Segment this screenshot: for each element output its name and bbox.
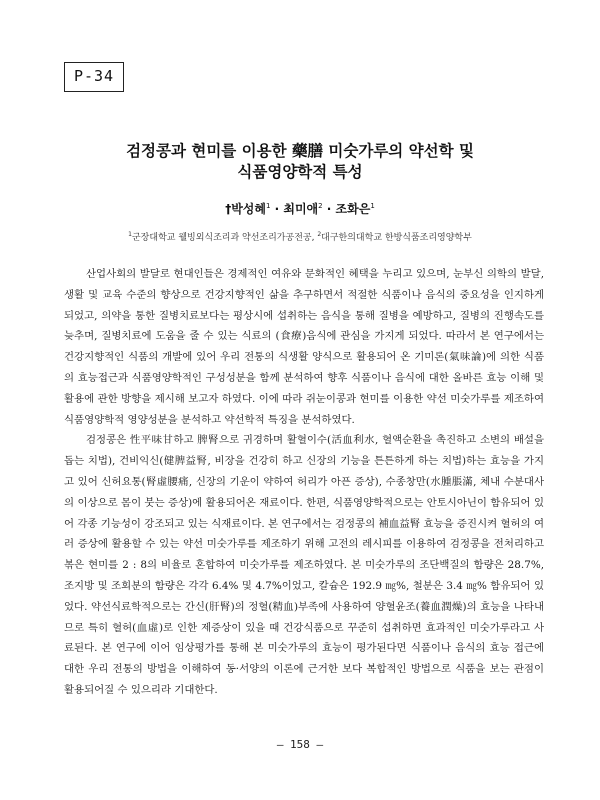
body-paragraph: 산업사회의 발달로 현대인들은 경제적인 여유와 문화적인 혜택을 누리고 있으며, 눈부신 의학의 발달, 생활 및 교육 수준의 향상으로 건강지향적인 삶을 추구하면서 적절한 식품이나 음식의 중요성을 인지하게 되었고, 의약을 통한 질병치료보다는 평상시에 섭취하는 음식을 통해 질병을 예방하고, 질병의 진행속도를 늦추며, 질병치료에 도움을 줄 수 있는 식료의 (食療)음식에 관심을 가지게 되었다. 따라서 본 연구에서는 건강지향적인 식품의 개발에 있어 우리 전통의 식생활 양식으로 활용되어 온 기미론(氣味論)에 의한 식품의 효능접근과 식품영양학적인 구성성분을 함께 분석하여 향후 식품이나 음식에 대한 올바른 효능 이해 및 활용에 관한 방향을 제시해 보고자 하였다. 이에 따라 쥐눈이콩과 현미를 이용한 약선 미숫가루를 제조하여 식품영양학적 영양성분을 분석하고 약선학적 특징을 분석하였다. bbox=[64, 268, 544, 426]
author: 최미애$^2$ bbox=[283, 202, 323, 216]
author: †박성혜$^1$ bbox=[225, 202, 271, 216]
body-paragraph: 검정콩은 性平味甘하고 脾腎으로 귀경하며 활혈이수(活血利水, 혈액순환을 촉진하고 소변의 배설을 돕는 치법), 건비익신(健脾益腎, 비장을 건강히 하고 신장의 기능을 튼튼하게 하는 치법)하는 효능을 가지고 있어 신허요통(腎虛腰痛, 신장의 기운이 약하여 허리가 아픈 증상), 수종창만(水腫脹滿, 체내 수분대사의 이상으로 몸이 붓는 증상)에 활용되어온 재료이다. 한편, 식품영양학적으로는 안토시아닌이 함유되어 있어 각종 기능성이 강조되고 있는 식재료이다. 본 연구에서는 검정콩의 補血益腎 효능을 증진시켜 혈허의 여러 증상에 활용할 수 있는 약선 미숫가루를 제조하기 위해 고전의 레시피를 이용하여 검정콩을 전처리하고 볶은 현미를 2 : 8의 비율로 혼합하여 미숫가루를 제조하였다. 본 미숫가루의 조단백질의 함량은 28.7%, 조지방 및 조회분의 함량은 각각 6.4% 및 4.7%이었고, 칼슘은 192.9 ㎎%, 철분은 3.4 ㎎% 함유되어 있었다. 약선식료학적으로는 간신(肝腎)의 정혈(精血)부족에 사용하여 양혈윤조(養血潤燥)의 효능을 나타내므로 특히 혈허(血虛)로 인한 제증상이 있을 때 건강식품으로 꾸준히 섭취하면 효과적인 미숫가루라고 사료된다. 본 연구에 이어 임상평가를 통해 본 미숫가루의 효능이 평가된다면 식품이나 음식의 효능 접근에 대한 우리 전통의 방법을 이해하여 동·서양의 이론에 근거한 보다 복합적인 방법으로 식품을 보는 관점이 활용되어질 수 있으리라 기대한다. bbox=[64, 434, 544, 696]
affiliation: $^1$군장대학교 웰빙외식조리과 약선조리가공전공, bbox=[128, 231, 315, 243]
page-number: – 158 – bbox=[276, 738, 324, 751]
author-separator: · bbox=[270, 202, 284, 216]
paper-title-line-2: 식품영양학적 특성 bbox=[237, 163, 363, 181]
author: 조화은$^1$ bbox=[335, 202, 375, 216]
author-list bbox=[60, 200, 540, 217]
affiliations bbox=[60, 230, 540, 243]
author-separator: · bbox=[322, 202, 336, 216]
affiliation: $^2$대구한의대학교 한방식품조리영양학부 bbox=[317, 231, 472, 243]
poster-code-box: P-34 bbox=[64, 62, 124, 92]
paper-title-line-1: 검정콩과 현미를 이용한 藥膳 미숫가루의 약선학 및 bbox=[126, 142, 474, 160]
abstract-body bbox=[64, 264, 544, 701]
